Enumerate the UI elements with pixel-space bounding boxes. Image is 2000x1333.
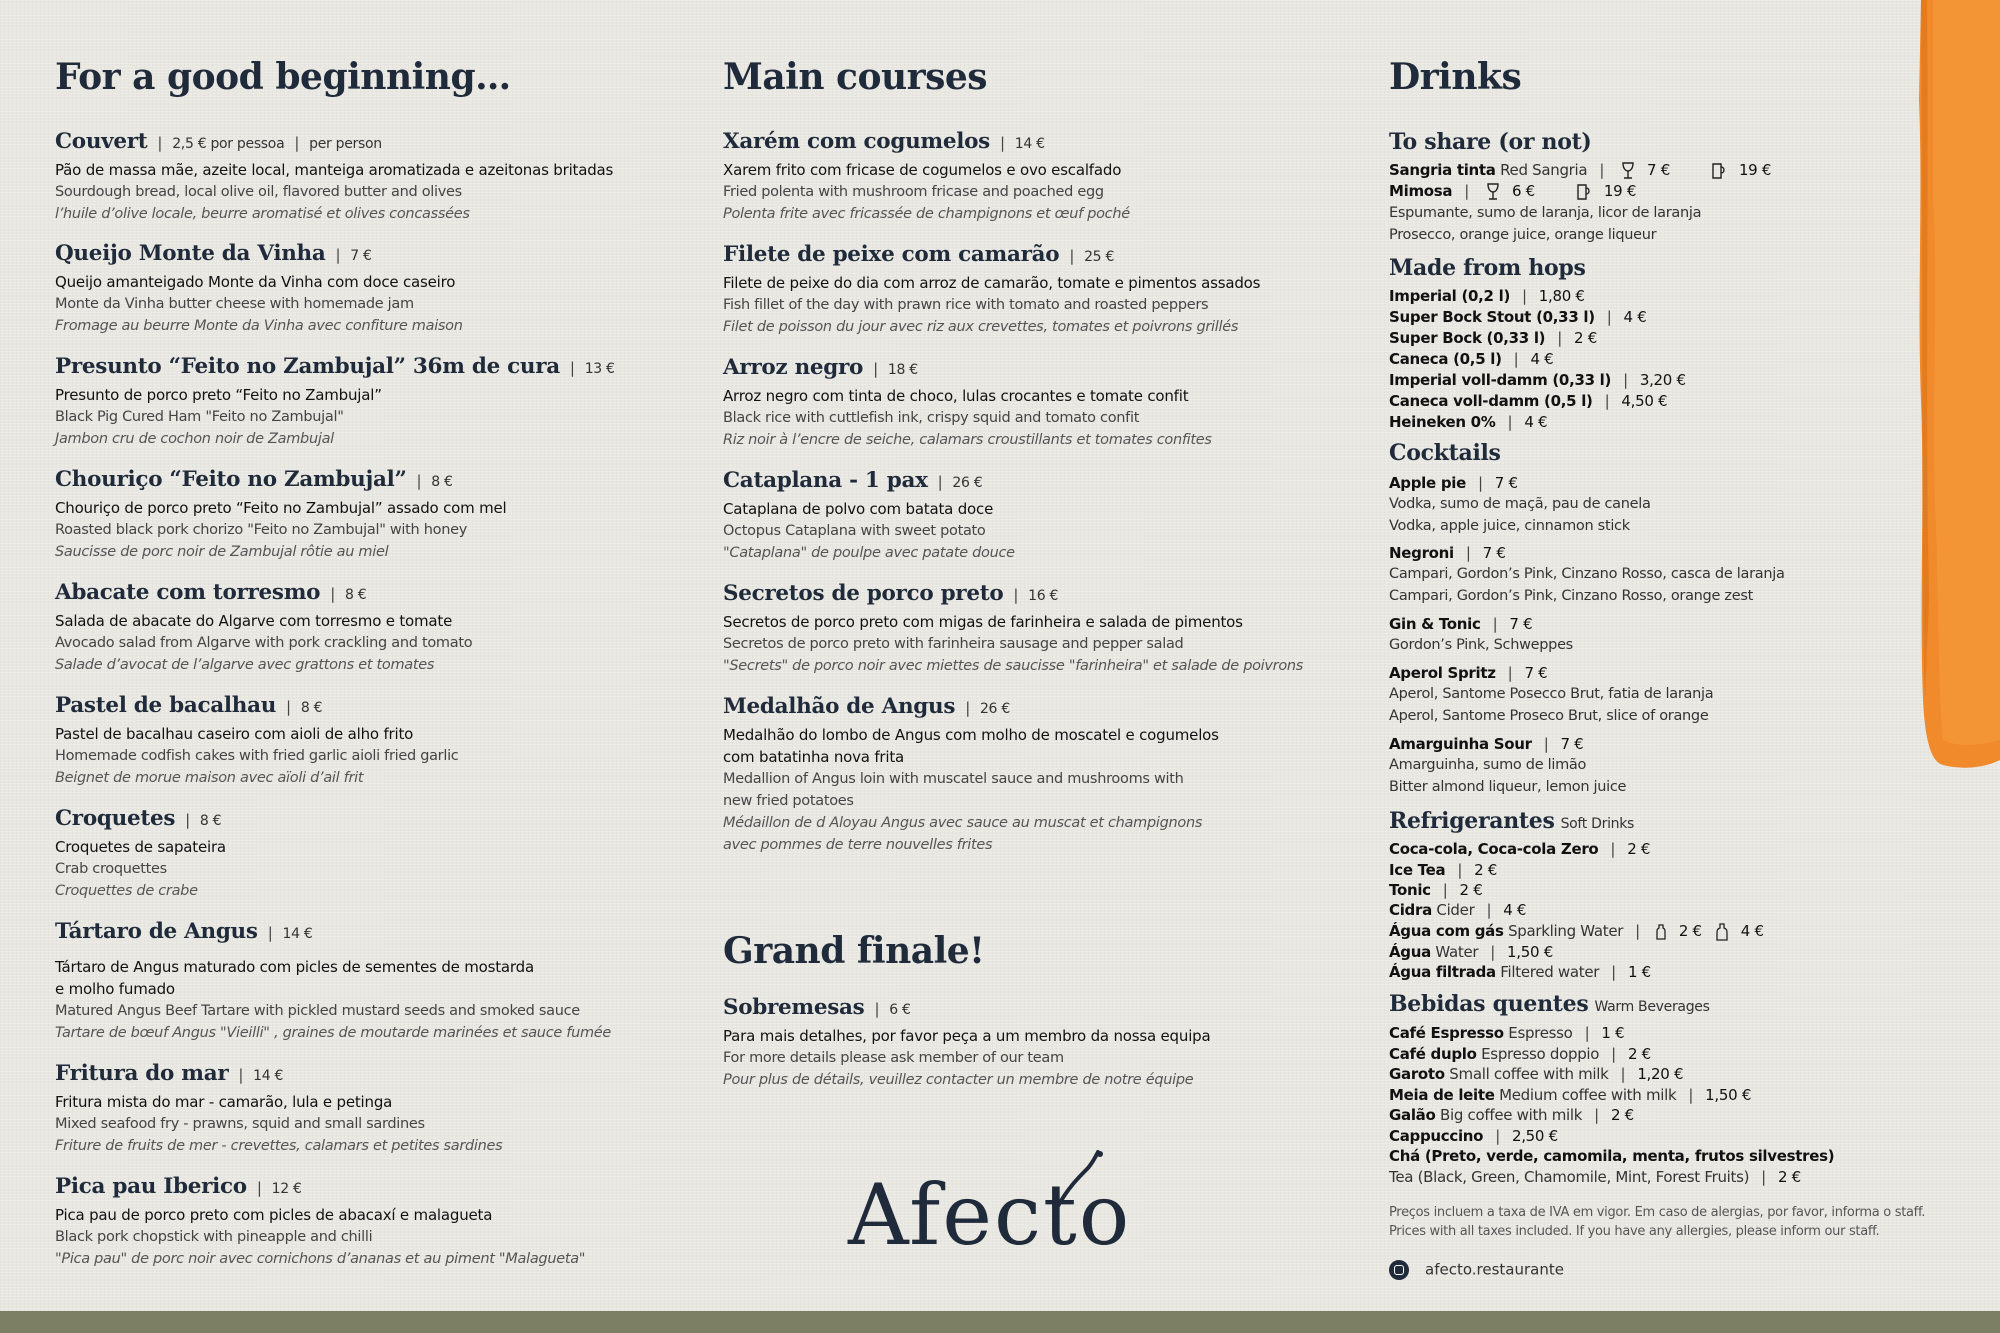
item-desc-en: For more details please ask member of our team — [723, 1050, 1064, 1066]
drink-name: Galão — [1389, 1106, 1436, 1124]
drink-name: Sangria tinta — [1389, 161, 1496, 179]
item-desc-fr: "Cataplana" de poulpe avec patate douce — [723, 545, 1015, 561]
jug-icon — [1710, 162, 1726, 180]
hot-drinks-heading — [1389, 991, 1710, 1017]
item-price: 7 € — [350, 248, 372, 264]
drink-desc-pt: Campari, Gordon’s Pink, Cinzano Rosso, casca de laranja — [1389, 566, 1785, 582]
menu-item: Filete de peixe com camarão | 25 € Filete de peixe do dia com arroz de camarão, tomate e pimentos assados Fish fillet of the day with prawn rice with tomato and roasted peppers Filet de poisson du jour avec riz aux crevettes, tomates et poivrons grillés — [723, 242, 1363, 338]
menu-item: Presunto “Feito no Zambujal” 36m de cura | 13 € Presunto de porco preto “Feito no Zambujal” Black Pig Cured Ham "Feito no Zambujal" Jambon cru de cochon noir de Zambujal — [55, 354, 695, 450]
item-desc-fr: Croquettes de crabe — [55, 883, 198, 899]
drink-desc-en: Aperol, Santome Proseco Brut, slice of orange — [1389, 708, 1709, 724]
item-price: 8 € — [431, 474, 453, 490]
item-price-note: per person — [309, 136, 382, 152]
item-desc-en: Crab croquettes — [55, 861, 167, 877]
drink-line: Imperial (0,2 l) | 1,80 € — [1389, 287, 1585, 305]
item-price: 8 € — [345, 587, 367, 603]
drink-desc-en: Prosecco, orange juice, orange liqueur — [1389, 227, 1657, 243]
item-desc-pt: Croquetes de sapateira — [55, 838, 226, 856]
item-desc-fr: Saucisse de porc noir de Zambujal rôtie au miel — [55, 544, 389, 560]
drink-price: 3,20 € — [1639, 371, 1686, 389]
drink-line: Tonic | 2 € — [1389, 881, 1483, 899]
item-price: 14 € — [282, 926, 313, 942]
menu-item: Pica pau Iberico | 12 € Pica pau de porco preto com picles de abacaxí e malagueta Black pork chopstick with pineapple and chilli "Pica pau" de porc noir avec cornichons d’ananas et au piment "Malagueta" — [55, 1174, 695, 1270]
drink-line: Mimosa | 6 € 19 € — [1389, 182, 1637, 200]
item-desc-en: Black Pig Cured Ham "Feito no Zambujal" — [55, 409, 344, 425]
large-bottle-icon — [1716, 923, 1728, 941]
drink-name-en: Big coffee with milk — [1439, 1106, 1583, 1124]
drink-name: Café duplo — [1389, 1045, 1477, 1063]
drink-name: Meia de leite — [1389, 1086, 1495, 1104]
hops-heading: Made from hops — [1389, 255, 1586, 281]
item-desc-pt: Secretos de porco preto com migas de farinheira e salada de pimentos — [723, 613, 1243, 631]
item-desc-en: Secretos de porco preto with farinheira sausage and pepper salad — [723, 636, 1184, 652]
drink-desc-pt: Espumante, sumo de laranja, licor de laranja — [1389, 205, 1702, 221]
disclaimer-pt: Preços incluem a taxa de IVA em vigor. Em caso de alergias, por favor, informa o staff. — [1389, 1205, 1926, 1220]
drink-line: Café Espresso Espresso | 1 € — [1389, 1024, 1625, 1042]
drink-name-en: Espresso doppio — [1481, 1045, 1600, 1063]
drink-price: 4,50 € — [1621, 392, 1668, 410]
drink-price: 2 € — [1474, 861, 1498, 879]
item-desc-en: Avocado salad from Algarve with pork crackling and tomato — [55, 635, 473, 651]
item-desc-pt: Cataplana de polvo com batata doce — [723, 500, 994, 518]
drink-line: Tea (Black, Green, Chamomile, Mint, Forest Fruits) | 2 € — [1389, 1168, 1801, 1186]
drink-line: Super Bock Stout (0,33 l) | 4 € — [1389, 308, 1647, 326]
drink-line: Heineken 0% | 4 € — [1389, 413, 1548, 431]
drink-line — [1389, 1146, 1834, 1166]
drink-price: 1 € — [1601, 1024, 1625, 1042]
item-desc-pt: Pão de massa mãe, azeite local, manteiga aromatizada e azeitonas britadas — [55, 161, 614, 179]
item-desc-pt: Tártaro de Angus maturado com picles de sementes de mostarda — [55, 958, 534, 976]
drink-name: Imperial (0,2 l) — [1389, 287, 1510, 305]
item-desc-fr: "Secrets" de porco noir avec miettes de saucisse "farinheira" et salade de poivrons — [723, 658, 1304, 674]
hot-drinks-title: Bebidas quentes — [1389, 991, 1589, 1017]
item-name: Arroz negro — [723, 355, 864, 380]
drink-price: 7 € — [1560, 735, 1584, 753]
drink-desc-en: Vodka, apple juice, cinnamon stick — [1389, 518, 1630, 534]
drink-name-en: Water — [1435, 943, 1479, 961]
item-name: Presunto “Feito no Zambujal” 36m de cura — [55, 354, 560, 379]
item-price: 6 € — [889, 1002, 911, 1018]
drink-price: 2 € — [1459, 881, 1483, 899]
item-desc-en: Black rice with cuttlefish ink, crispy squid and tomato confit — [723, 410, 1140, 426]
item-desc-en-cont: new fried potatoes — [723, 793, 854, 809]
instagram-icon — [1389, 1260, 1409, 1280]
item-name: Couvert — [55, 129, 148, 154]
menu-item: Arroz negro | 18 € Arroz negro com tinta de choco, lulas crocantes e tomate confit Black rice with cuttlefish ink, crispy squid and tomato confit Riz noir à l’encre de seiche, calamars croustillants et tomates confites — [723, 355, 1363, 451]
drink-line: Gin & Tonic | 7 € — [1389, 615, 1533, 633]
drink-name-en: Filtered water — [1500, 963, 1600, 981]
item-desc-fr: Riz noir à l’encre de seiche, calamars croustillants et tomates confites — [723, 432, 1212, 448]
drink-name: Gin & Tonic — [1389, 615, 1481, 633]
drink-name: Cappuccino — [1389, 1127, 1484, 1145]
drink-line: Super Bock (0,33 l) | 2 € — [1389, 329, 1597, 347]
drink-line: Meia de leite Medium coffee with milk | 1,50 € — [1389, 1086, 1752, 1104]
soft-drinks-heading — [1389, 808, 1634, 834]
share-heading: To share (or not) — [1389, 129, 1592, 155]
menu-item: Fritura do mar | 14 € Fritura mista do mar - camarão, lula e petinga Mixed seafood fry - prawns, squid and small sardines Friture de fruits de mer - crevettes, calamars et petites sardines — [55, 1061, 695, 1157]
menu-item: Cataplana - 1 pax | 26 € Cataplana de polvo com batata doce Octopus Cataplana with sweet potato "Cataplana" de poulpe avec patate douce — [723, 468, 1363, 564]
drink-price: 7 € — [1524, 664, 1548, 682]
item-desc-pt-cont: com batatinha nova frita — [723, 748, 905, 766]
item-price: 16 € — [1028, 588, 1059, 604]
drink-price-small: 2 € — [1678, 922, 1702, 940]
logo-text: Afecto — [848, 1166, 1132, 1264]
item-name: Abacate com torresmo — [55, 580, 321, 605]
item-name: Chouriço “Feito no Zambujal” — [55, 467, 407, 492]
drink-desc-pt: Amarguinha, sumo de limão — [1389, 757, 1587, 773]
item-desc-fr: Pour plus de détails, veuillez contacter un membre de notre équipe — [723, 1072, 1194, 1088]
item-desc-pt: Xarem frito com fricase de cogumelos e ovo escalfado — [723, 161, 1122, 179]
drink-name: Caneca (0,5 l) — [1389, 350, 1502, 368]
item-desc-en: Roasted black pork chorizo "Feito no Zambujal" with honey — [55, 522, 467, 538]
drink-price: 1 € — [1627, 963, 1651, 981]
drink-name: Super Bock Stout (0,33 l) — [1389, 308, 1595, 326]
drink-line: Ice Tea | 2 € — [1389, 861, 1498, 879]
drink-name: Água com gás — [1389, 922, 1504, 940]
wine-glass-icon — [1486, 183, 1500, 201]
item-price: 14 € — [1014, 136, 1045, 152]
drink-name: Negroni — [1389, 544, 1454, 562]
instagram-handle[interactable] — [1389, 1260, 1564, 1280]
starters-title: For a good beginning… — [55, 56, 511, 98]
item-name: Croquetes — [55, 806, 176, 831]
soft-drinks-title: Refrigerantes — [1389, 808, 1555, 834]
menu-item: Couvert | 2,5 € por pessoa | per person Pão de massa mãe, azeite local, manteiga aromatizada e azeitonas britadas Sourdough bread, local olive oil, flavored butter and olives l’huile d’olive locale, beurre aromatisé et olives concassées — [55, 129, 695, 225]
drink-desc-pt: Vodka, sumo de maçã, pau de canela — [1389, 496, 1651, 512]
item-name: Filete de peixe com camarão — [723, 242, 1060, 267]
cocktails-heading: Cocktails — [1389, 440, 1501, 466]
drink-price-large: 4 € — [1740, 922, 1764, 940]
drink-line: Água Water | 1,50 € — [1389, 943, 1553, 961]
finale-title: Grand finale! — [723, 930, 985, 972]
drink-line: Água filtrada Filtered water | 1 € — [1389, 963, 1651, 981]
menu-item: Pastel de bacalhau | 8 € Pastel de bacalhau caseiro com aioli de alho frito Homemade codfish cakes with fried garlic aioli fried garlic Beignet de morue maison avec aïoli d’ail frit — [55, 693, 695, 789]
small-bottle-icon — [1656, 924, 1666, 940]
menu-item: Abacate com torresmo | 8 € Salada de abacate do Algarve com torresmo e tomate Avocado salad from Algarve with pork crackling and tomato Salade d’avocat de l’algarve avec grattons et tomates — [55, 580, 695, 676]
drink-name: Chá (Preto, verde, camomila, menta, frutos silvestres) — [1389, 1147, 1835, 1165]
drink-line: Cappuccino | 2,50 € — [1389, 1127, 1558, 1145]
item-desc-fr: Friture de fruits de mer - crevettes, calamars et petites sardines — [55, 1138, 503, 1154]
item-name: Sobremesas — [723, 995, 865, 1020]
item-name: Fritura do mar — [55, 1061, 229, 1086]
item-name: Medalhão de Angus — [723, 694, 956, 719]
drink-price-jug: 19 € — [1738, 161, 1772, 179]
item-desc-pt-cont: e molho fumado — [55, 980, 175, 998]
drink-name-en: Tea (Black, Green, Chamomile, Mint, Forest Fruits) — [1389, 1168, 1750, 1186]
item-desc-pt: Salada de abacate do Algarve com torresmo e tomate — [55, 612, 453, 630]
item-name: Pastel de bacalhau — [55, 693, 277, 718]
drinks-title: Drinks — [1389, 56, 1522, 98]
menu-item: Tártaro de Angus | 14 € Tártaro de Angus maturado com picles de sementes de mostarda e molho fumado Matured Angus Beef Tartare with pickled mustard seeds and smoked sauce Tartare de bœuf Angus "Vieilli" , graines de moutarde marinées et sauce fumée — [55, 919, 695, 1044]
item-desc-pt: Medalhão do lombo de Angus com molho de moscatel e cogumelos — [723, 726, 1219, 744]
item-desc-pt: Arroz negro com tinta de choco, lulas crocantes e tomate confit — [723, 387, 1189, 405]
item-price: 26 € — [952, 475, 983, 491]
drink-name-en: Small coffee with milk — [1449, 1065, 1609, 1083]
hot-drinks-note: Warm Beverages — [1594, 999, 1710, 1015]
drink-name: Aperol Spritz — [1389, 664, 1496, 682]
drink-price: 2 € — [1627, 1045, 1651, 1063]
drink-name: Coca-cola, Coca-cola Zero — [1389, 840, 1599, 858]
item-desc-fr: "Pica pau" de porc noir avec cornichons d’ananas et au piment "Malagueta" — [55, 1251, 586, 1267]
drink-line: Caneca voll-damm (0,5 l) | 4,50 € — [1389, 392, 1668, 410]
drink-name: Amarguinha Sour — [1389, 735, 1532, 753]
bottom-bar — [0, 1311, 2000, 1333]
item-desc-fr: Salade d’avocat de l’algarve avec grattons et tomates — [55, 657, 435, 673]
item-desc-fr: Tartare de bœuf Angus "Vieilli" , graines de moutarde marinées et sauce fumée — [55, 1025, 612, 1041]
item-desc-pt: Filete de peixe do dia com arroz de camarão, tomate e pimentos assados — [723, 274, 1261, 292]
item-desc-en: Fried polenta with mushroom fricase and poached egg — [723, 184, 1104, 200]
menu-item: Secretos de porco preto | 16 € Secretos de porco preto com migas de farinheira e salada de pimentos Secretos de porco preto with farinheira sausage and pepper salad "Secrets" de porco noir avec miettes de saucisse "farinheira" et salade de poivrons — [723, 581, 1363, 677]
item-desc-pt: Para mais detalhes, por favor peça a um membro da nossa equipa — [723, 1027, 1211, 1045]
drink-name: Super Bock (0,33 l) — [1389, 329, 1546, 347]
drink-line: Sangria tinta Red Sangria | 7 € 19 € — [1389, 161, 1772, 179]
item-price: 12 € — [271, 1181, 302, 1197]
drink-line: Imperial voll-damm (0,33 l) | 3,20 € — [1389, 371, 1686, 389]
item-desc-pt: Chouriço de porco preto “Feito no Zambujal” assado com mel — [55, 499, 507, 517]
drink-price: 2 € — [1777, 1168, 1801, 1186]
drink-price: 1,50 € — [1507, 943, 1553, 961]
drink-price: 2 € — [1627, 840, 1651, 858]
drink-line: Coca-cola, Coca-cola Zero | 2 € — [1389, 840, 1651, 858]
drink-desc-pt: Gordon’s Pink, Schweppes — [1389, 637, 1573, 653]
drink-name: Café Espresso — [1389, 1024, 1504, 1042]
logo-leaf-icon — [1048, 1148, 1108, 1208]
drink-desc-en: Bitter almond liqueur, lemon juice — [1389, 779, 1627, 795]
item-price: 8 € — [199, 813, 222, 829]
soft-drinks-note: Soft Drinks — [1560, 816, 1635, 832]
menu-item: Croquetes | 8 € Croquetes de sapateira Crab croquettes Croquettes de crabe — [55, 806, 695, 902]
drink-price: 4 € — [1524, 413, 1548, 431]
item-desc-pt: Fritura mista do mar - camarão, lula e petinga — [55, 1093, 393, 1111]
drink-name: Cidra — [1389, 901, 1432, 919]
drink-name: Garoto — [1389, 1065, 1445, 1083]
drink-price: 4 € — [1623, 308, 1647, 326]
item-price: 25 € — [1084, 249, 1115, 265]
item-name: Queijo Monte da Vinha — [55, 241, 326, 266]
item-desc-en: Octopus Cataplana with sweet potato — [723, 523, 986, 539]
drink-line: Cidra Cider | 4 € — [1389, 901, 1527, 919]
item-price: 2,5 € por pessoa — [172, 136, 285, 152]
drink-name: Heineken 0% — [1389, 413, 1496, 431]
item-desc-fr: l’huile d’olive locale, beurre aromatisé et olives concassées — [55, 206, 470, 222]
drink-name: Ice Tea — [1389, 861, 1446, 879]
wine-glass-icon — [1621, 162, 1635, 180]
item-name: Secretos de porco preto — [723, 581, 1004, 606]
item-desc-fr-cont: avec pommes de terre nouvelles frites — [723, 837, 993, 853]
item-desc-en: Homemade codfish cakes with fried garlic aioli fried garlic — [55, 748, 459, 764]
item-desc-pt: Queijo amanteigado Monte da Vinha com doce caseiro — [55, 273, 456, 291]
menu-item: Xarém com cogumelos | 14 € Xarem frito com fricase de cogumelos e ovo escalfado Fried polenta with mushroom fricase and poached egg Polenta frite avec fricassée de champignons et œuf poché — [723, 129, 1363, 225]
item-price: 13 € — [584, 361, 615, 377]
drink-line: Garoto Small coffee with milk | 1,20 € — [1389, 1065, 1684, 1083]
drink-price: 1,50 € — [1705, 1086, 1752, 1104]
item-name: Tártaro de Angus — [55, 919, 258, 944]
item-desc-pt: Pica pau de porco preto com picles de abacaxí e malagueta — [55, 1206, 493, 1224]
orange-brush-decoration — [1913, 0, 2000, 770]
drink-price-glass: 7 € — [1647, 161, 1670, 179]
drink-line: Galão Big coffee with milk | 2 € — [1389, 1106, 1634, 1124]
item-desc-fr: Fromage au beurre Monte da Vinha avec confiture maison — [55, 318, 463, 334]
jug-icon — [1575, 183, 1591, 201]
drink-line: Aperol Spritz | 7 € — [1389, 664, 1548, 682]
drink-price-glass: 6 € — [1511, 182, 1535, 200]
item-desc-en: Fish fillet of the day with prawn rice with tomato and roasted peppers — [723, 297, 1209, 313]
item-desc-fr: Médaillon de d Aloyau Angus avec sauce au muscat et champignons — [723, 815, 1203, 831]
disclaimer-en: Prices with all taxes included. If you have any allergies, please inform our staff. — [1389, 1224, 1880, 1239]
drink-line: Amarguinha Sour | 7 € — [1389, 735, 1584, 753]
drink-name-en: Red Sangria — [1500, 161, 1588, 179]
afecto-logo — [848, 1148, 1132, 1278]
drink-name: Caneca voll-damm (0,5 l) — [1389, 392, 1593, 410]
item-price: 18 € — [887, 362, 918, 378]
drink-name: Água filtrada — [1389, 963, 1496, 981]
drink-price: 1,80 € — [1538, 287, 1585, 305]
drink-name-en: Cider — [1436, 901, 1475, 919]
item-desc-fr: Filet de poisson du jour avec riz aux crevettes, tomates et poivrons grillés — [723, 319, 1239, 335]
item-desc-en: Medallion of Angus loin with muscatel sauce and mushrooms with — [723, 771, 1184, 787]
item-price: 14 € — [253, 1068, 284, 1084]
item-desc-en: Black pork chopstick with pineapple and chilli — [55, 1229, 373, 1245]
drink-price: 2,50 € — [1511, 1127, 1558, 1145]
drink-name-en: Sparkling Water — [1508, 922, 1624, 940]
item-price: 8 € — [300, 700, 323, 716]
drink-price-jug: 19 € — [1603, 182, 1637, 200]
drink-line: Água com gás Sparkling Water | 2 € 4 € — [1389, 922, 1764, 940]
item-desc-en: Monte da Vinha butter cheese with homemade jam — [55, 296, 414, 312]
drink-name: Apple pie — [1389, 474, 1466, 492]
item-price: 26 € — [979, 701, 1010, 717]
drink-desc-en: Campari, Gordon’s Pink, Cinzano Rosso, orange zest — [1389, 588, 1753, 604]
menu-item: Chouriço “Feito no Zambujal” | 8 € Chouriço de porco preto “Feito no Zambujal” assado com mel Roasted black pork chorizo "Feito no Zambujal" with honey Saucisse de porc noir de Zambujal rôtie au miel — [55, 467, 695, 563]
item-desc-fr: Beignet de morue maison avec aïoli d’ail frit — [55, 770, 364, 786]
item-desc-en: Sourdough bread, local olive oil, flavored butter and olives — [55, 184, 462, 200]
drink-price: 7 € — [1482, 544, 1506, 562]
drink-price: 1,20 € — [1637, 1065, 1684, 1083]
item-desc-pt: Presunto de porco preto “Feito no Zambujal” — [55, 386, 382, 404]
drink-name: Imperial voll-damm (0,33 l) — [1389, 371, 1612, 389]
drink-price: 4 € — [1503, 901, 1527, 919]
drink-line: Café duplo Espresso doppio | 2 € — [1389, 1045, 1651, 1063]
drink-desc-pt: Aperol, Santome Posecco Brut, fatia de laranja — [1389, 686, 1714, 702]
instagram-text: afecto.restaurante — [1425, 1260, 1564, 1279]
mains-title: Main courses — [723, 56, 988, 98]
drink-name: Água — [1389, 943, 1431, 961]
drink-price: 7 € — [1494, 474, 1518, 492]
item-desc-fr: Jambon cru de cochon noir de Zambujal — [55, 431, 334, 447]
item-desc-pt: Pastel de bacalhau caseiro com aioli de alho frito — [55, 725, 414, 743]
menu-item: Medalhão de Angus | 26 € Medalhão do lombo de Angus com molho de moscatel e cogumelos com batatinha nova frita Medallion of Angus loin with muscatel sauce and mushrooms with new fried potatoes Médaillon de d Aloyau Angus avec sauce au muscat et champignons avec pommes de terre nouvelles frites — [723, 694, 1363, 856]
item-desc-en: Mixed seafood fry - prawns, squid and small sardines — [55, 1116, 425, 1132]
drink-name-en: Espresso — [1508, 1024, 1573, 1042]
drink-name: Tonic — [1389, 881, 1431, 899]
menu-item: Sobremesas | 6 € Para mais detalhes, por favor peça a um membro da nossa equipa For more details please ask member of our team Pour plus de détails, veuillez contacter un membre de notre équipe — [723, 995, 1363, 1091]
drink-price: 2 € — [1610, 1106, 1634, 1124]
item-name: Pica pau Iberico — [55, 1174, 247, 1199]
item-desc-fr: Polenta frite avec fricassée de champignons et œuf poché — [723, 206, 1130, 222]
drink-name-en: Medium coffee with milk — [1499, 1086, 1677, 1104]
drink-line: Apple pie | 7 € — [1389, 474, 1518, 492]
drink-name: Mimosa — [1389, 182, 1453, 200]
item-name: Cataplana - 1 pax — [723, 468, 928, 493]
drink-price: 7 € — [1509, 615, 1533, 633]
drink-line: Caneca (0,5 l) | 4 € — [1389, 350, 1554, 368]
item-desc-en: Matured Angus Beef Tartare with pickled mustard seeds and smoked sauce — [55, 1003, 580, 1019]
menu-item: Queijo Monte da Vinha | 7 € Queijo amanteigado Monte da Vinha com doce caseiro Monte da Vinha butter cheese with homemade jam Fromage au beurre Monte da Vinha avec confiture maison — [55, 241, 695, 337]
drink-price: 4 € — [1530, 350, 1554, 368]
item-name: Xarém com cogumelos — [723, 129, 990, 154]
drink-line: Negroni | 7 € — [1389, 544, 1506, 562]
drink-price: 2 € — [1574, 329, 1597, 347]
